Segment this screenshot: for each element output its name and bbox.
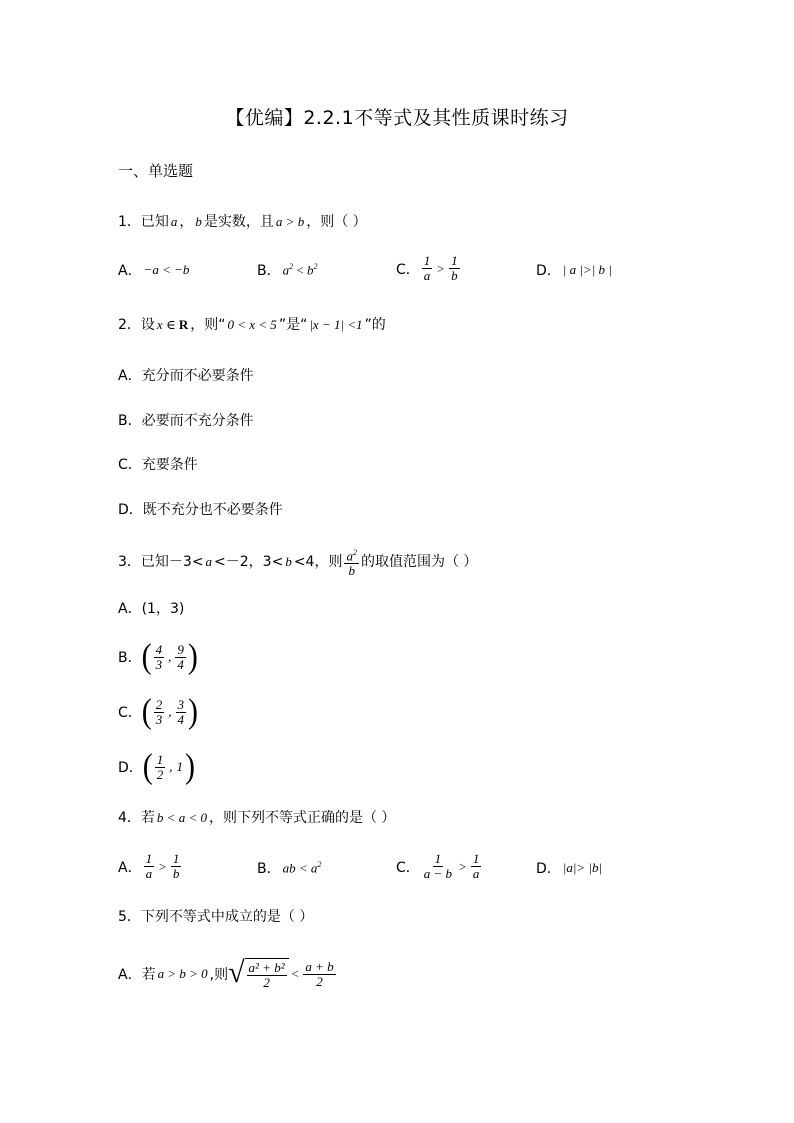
q2-option-d[interactable]: D．既不充分也不必要条件 — [118, 502, 283, 518]
question-5: 5．下列不等式中成立的是（ ） — [118, 909, 314, 925]
fraction: $\frac{\text{a² + b²}}{2}$ — [248, 960, 285, 990]
fraction: $\frac{1}{2}$ — [156, 751, 164, 782]
fraction: $\frac{a^2}{b}$ — [346, 548, 357, 579]
fraction: $\frac{1}{a - b}$ — [423, 851, 453, 881]
question-4: 4．若 b < a < 0 ，则下列不等式正确的是（ ） — [118, 810, 396, 826]
q1-option-a[interactable]: A． −a < −b — [118, 262, 190, 279]
fraction: $\frac{4}{3}$ — [155, 641, 163, 672]
page-title: 【优编】2.2.1不等式及其性质课时练习 — [225, 107, 569, 129]
q2-option-c[interactable]: C．充要条件 — [118, 457, 198, 473]
question-3: 3．已知－3< a <－2，3< b <4，则 $\frac{a^2}{b}$ 的取值范围为（ ） — [118, 548, 478, 579]
fraction: $\frac{2}{3}$ — [155, 696, 163, 727]
q1-option-c[interactable]: C． $\frac{1}{a}$ > $\frac{1}{b}$ — [396, 253, 458, 283]
q2-option-a[interactable]: A．充分而不必要条件 — [118, 368, 254, 384]
q2-option-b[interactable]: B．必要而不充分条件 — [118, 413, 254, 429]
q3-option-c[interactable]: C． ( $\frac{2}{3}$ , $\frac{3}{4}$ ) — [118, 692, 199, 731]
q3-option-d[interactable]: D． ( $\frac{1}{2}$ , 1 ) — [118, 747, 196, 786]
section-heading: 一、单选题 — [118, 162, 194, 180]
fraction: $\frac{a + b}{2}$ — [305, 958, 334, 989]
fraction: $\frac{1}{a}$ — [145, 851, 153, 881]
fraction: $\frac{1}{a}$ — [423, 253, 431, 283]
fraction: $\frac{3}{4}$ — [177, 696, 185, 727]
q5-option-a[interactable]: A．若 a > b > 0 ,则 √ $\frac{\text{a² + b²}}{2}$ < $\frac{a + b}{2}$ — [118, 956, 334, 990]
q3-option-a[interactable]: A．(1，3) — [118, 601, 185, 617]
question-2: 2．设 x ∈ R ，则“ 0 < x < 5 ”是“ |x − 1| <1 ”的 — [118, 317, 386, 333]
fraction: $\frac{9}{4}$ — [177, 641, 184, 672]
q4-option-b[interactable]: B． ab < $a^2$ — [257, 859, 322, 877]
q1-option-b[interactable]: B． $a^2 < b^2$ — [257, 261, 318, 279]
fraction: $\frac{1}{b}$ — [451, 253, 458, 283]
question-1: 1．已知 a ， b 是实数，且 a > b ，则（ ） — [118, 214, 367, 230]
fraction: $\frac{1}{a}$ — [472, 851, 480, 881]
q3-option-b[interactable]: B． ( $\frac{4}{3}$ , $\frac{9}{4}$ ) — [118, 637, 198, 676]
q4-option-a[interactable]: A． $\frac{1}{a}$ > $\frac{1}{b}$ — [118, 851, 180, 881]
fraction: $\frac{1}{b}$ — [172, 851, 180, 881]
q1-option-d[interactable]: D． | a |>| b | — [536, 262, 612, 279]
q4-option-c[interactable]: C． $\frac{1}{a - b}$ > $\frac{1}{a}$ — [396, 851, 480, 881]
square-root: √ $\frac{\text{a² + b²}}{2}$ — [228, 958, 289, 990]
q4-option-d[interactable]: D． |a|> |b| — [536, 860, 603, 877]
